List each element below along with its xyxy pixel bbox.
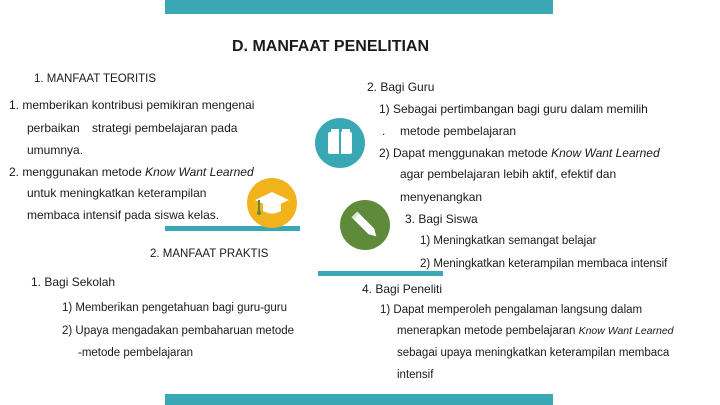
page-title: D. MANFAAT PENELITIAN	[232, 38, 430, 55]
teoritis-item-1-line-2a: perbaikan	[27, 121, 80, 135]
pencil-icon	[340, 200, 390, 250]
teoritis-item-1-line-1: 1. memberikan kontribusi pemikiran mengenai	[9, 98, 255, 112]
guru-item-2-method: Know Want Learned	[551, 146, 660, 160]
sekolah-item-2: 2) Upaya mengadakan pembaharuan metode	[62, 325, 295, 337]
siswa-item-1: 1) Meningkatkan semangat belajar	[420, 235, 597, 247]
peneliti-item-1-line-4: intensif	[397, 369, 434, 381]
siswa-item-2: 2) Meningkatkan keterampilan membaca intensif	[420, 258, 668, 270]
praktis-heading: 2. MANFAAT PRAKTIS	[150, 248, 269, 260]
guru-item-1-cont: metode pembelajaran	[400, 124, 517, 138]
teoritis-item-1-line-3: umumnya.	[27, 143, 84, 157]
top-accent-bar	[165, 0, 553, 14]
guru-heading: 2. Bagi Guru	[367, 80, 435, 94]
book-icon	[315, 118, 365, 168]
peneliti-item-1-method: Know Want Learned	[578, 325, 674, 337]
guru-item-2-line-3: menyenangkan	[400, 190, 483, 204]
teoritis-item-2-text: 2. menggunakan metode	[9, 165, 146, 179]
peneliti-item-1-line-3: sebagai upaya meningkatkan keterampilan membaca	[397, 347, 670, 359]
bottom-accent-bar	[165, 394, 553, 405]
peneliti-item-1-line-1: 1) Dapat memperoleh pengalaman langsung dalam	[380, 304, 643, 316]
graduation-cap-icon	[247, 178, 297, 228]
guru-item-1-dot: .	[382, 124, 386, 138]
peneliti-heading: 4. Bagi Peneliti	[362, 282, 443, 296]
teoritis-item-2-line-3: membaca intensif pada siswa kelas.	[27, 208, 220, 222]
peneliti-item-1-line-2	[397, 325, 674, 337]
guru-item-1: 1) Sebagai pertimbangan bagi guru dalam memilih	[379, 102, 648, 116]
siswa-heading: 3. Bagi Siswa	[405, 212, 478, 226]
teoritis-item-2-line-1	[9, 165, 254, 179]
sekolah-heading: 1. Bagi Sekolah	[31, 275, 116, 289]
teoritis-item-2-line-2: untuk meningkatkan keterampilan	[27, 186, 207, 200]
peneliti-item-1-text: menerapkan metode pembelajaran	[397, 325, 579, 337]
guru-item-2-line-1	[379, 146, 660, 160]
teoritis-item-1-line-2b: strategi pembelajaran pada	[92, 121, 238, 135]
guru-item-2-text: 2) Dapat menggunakan metode	[379, 146, 552, 160]
teoritis-item-2-method: Know Want Learned	[145, 165, 254, 179]
sekolah-item-2-cont: -metode pembelajaran	[78, 347, 194, 359]
guru-item-2-line-2: agar pembelajaran lebih aktif, efektif dan	[400, 167, 617, 181]
teoritis-heading: 1. MANFAAT TEORITIS	[34, 73, 157, 85]
right-divider-bar	[318, 271, 443, 276]
sekolah-item-1: 1) Memberikan pengetahuan bagi guru-guru	[62, 302, 288, 314]
